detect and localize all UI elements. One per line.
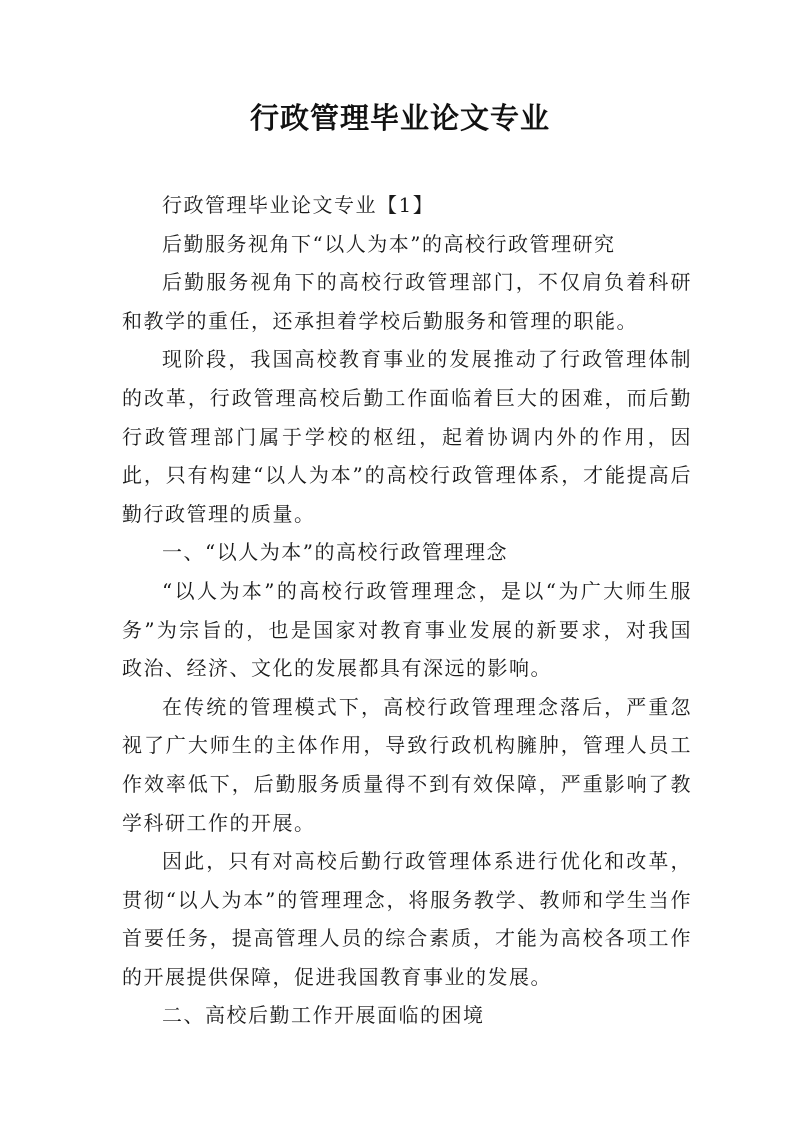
paragraph: 后勤服务视角下的高校行政管理部门，不仅肩负着科研和教学的重任，还承担着学校后勤服务和管理的职能。 <box>122 270 692 333</box>
section-heading-2: 二、高校后勤工作开展面临的困境 <box>162 1003 485 1028</box>
paragraph-heading-1: 行政管理毕业论文专业【1】 <box>162 193 435 217</box>
paragraph: 现阶段，我国高校教育事业的发展推动了行政管理体制的改革，行政管理高校后勤工作面临着巨大的困难，而后勤行政管理部门属于学校的枢纽，起着协调内外的作用，因此，只有构建“以人为本”的高校行政管理体系，才能提高后勤行政管理的质量。 <box>122 347 692 526</box>
document-title: 行政管理毕业论文专业 <box>249 101 550 135</box>
document-body <box>122 186 692 1035</box>
paragraph: “以人为本”的高校行政管理理念，是以“为广大师生服务”为宗旨的，也是国家对教育事业发展的新要求，对我国政治、经济、文化的发展都具有深远的影响。 <box>122 578 692 681</box>
paragraph: 在传统的管理模式下，高校行政管理理念落后，严重忽视了广大师生的主体作用，导致行政机构臃肿，管理人员工作效率低下，后勤服务质量得不到有效保障，严重影响了教学科研工作的开展。 <box>122 694 692 835</box>
paragraph-subtitle: 后勤服务视角下“以人为本”的高校行政管理研究 <box>162 231 616 256</box>
section-heading-1: 一、“以人为本”的高校行政管理理念 <box>162 540 508 565</box>
paragraph: 因此，只有对高校后勤行政管理体系进行优化和改革，贯彻“以人为本”的管理理念，将服务教学、教师和学生当作首要任务，提高管理人员的综合素质，才能为高校各项工作的开展提供保障，促进我国教育事业的发展。 <box>122 849 692 989</box>
